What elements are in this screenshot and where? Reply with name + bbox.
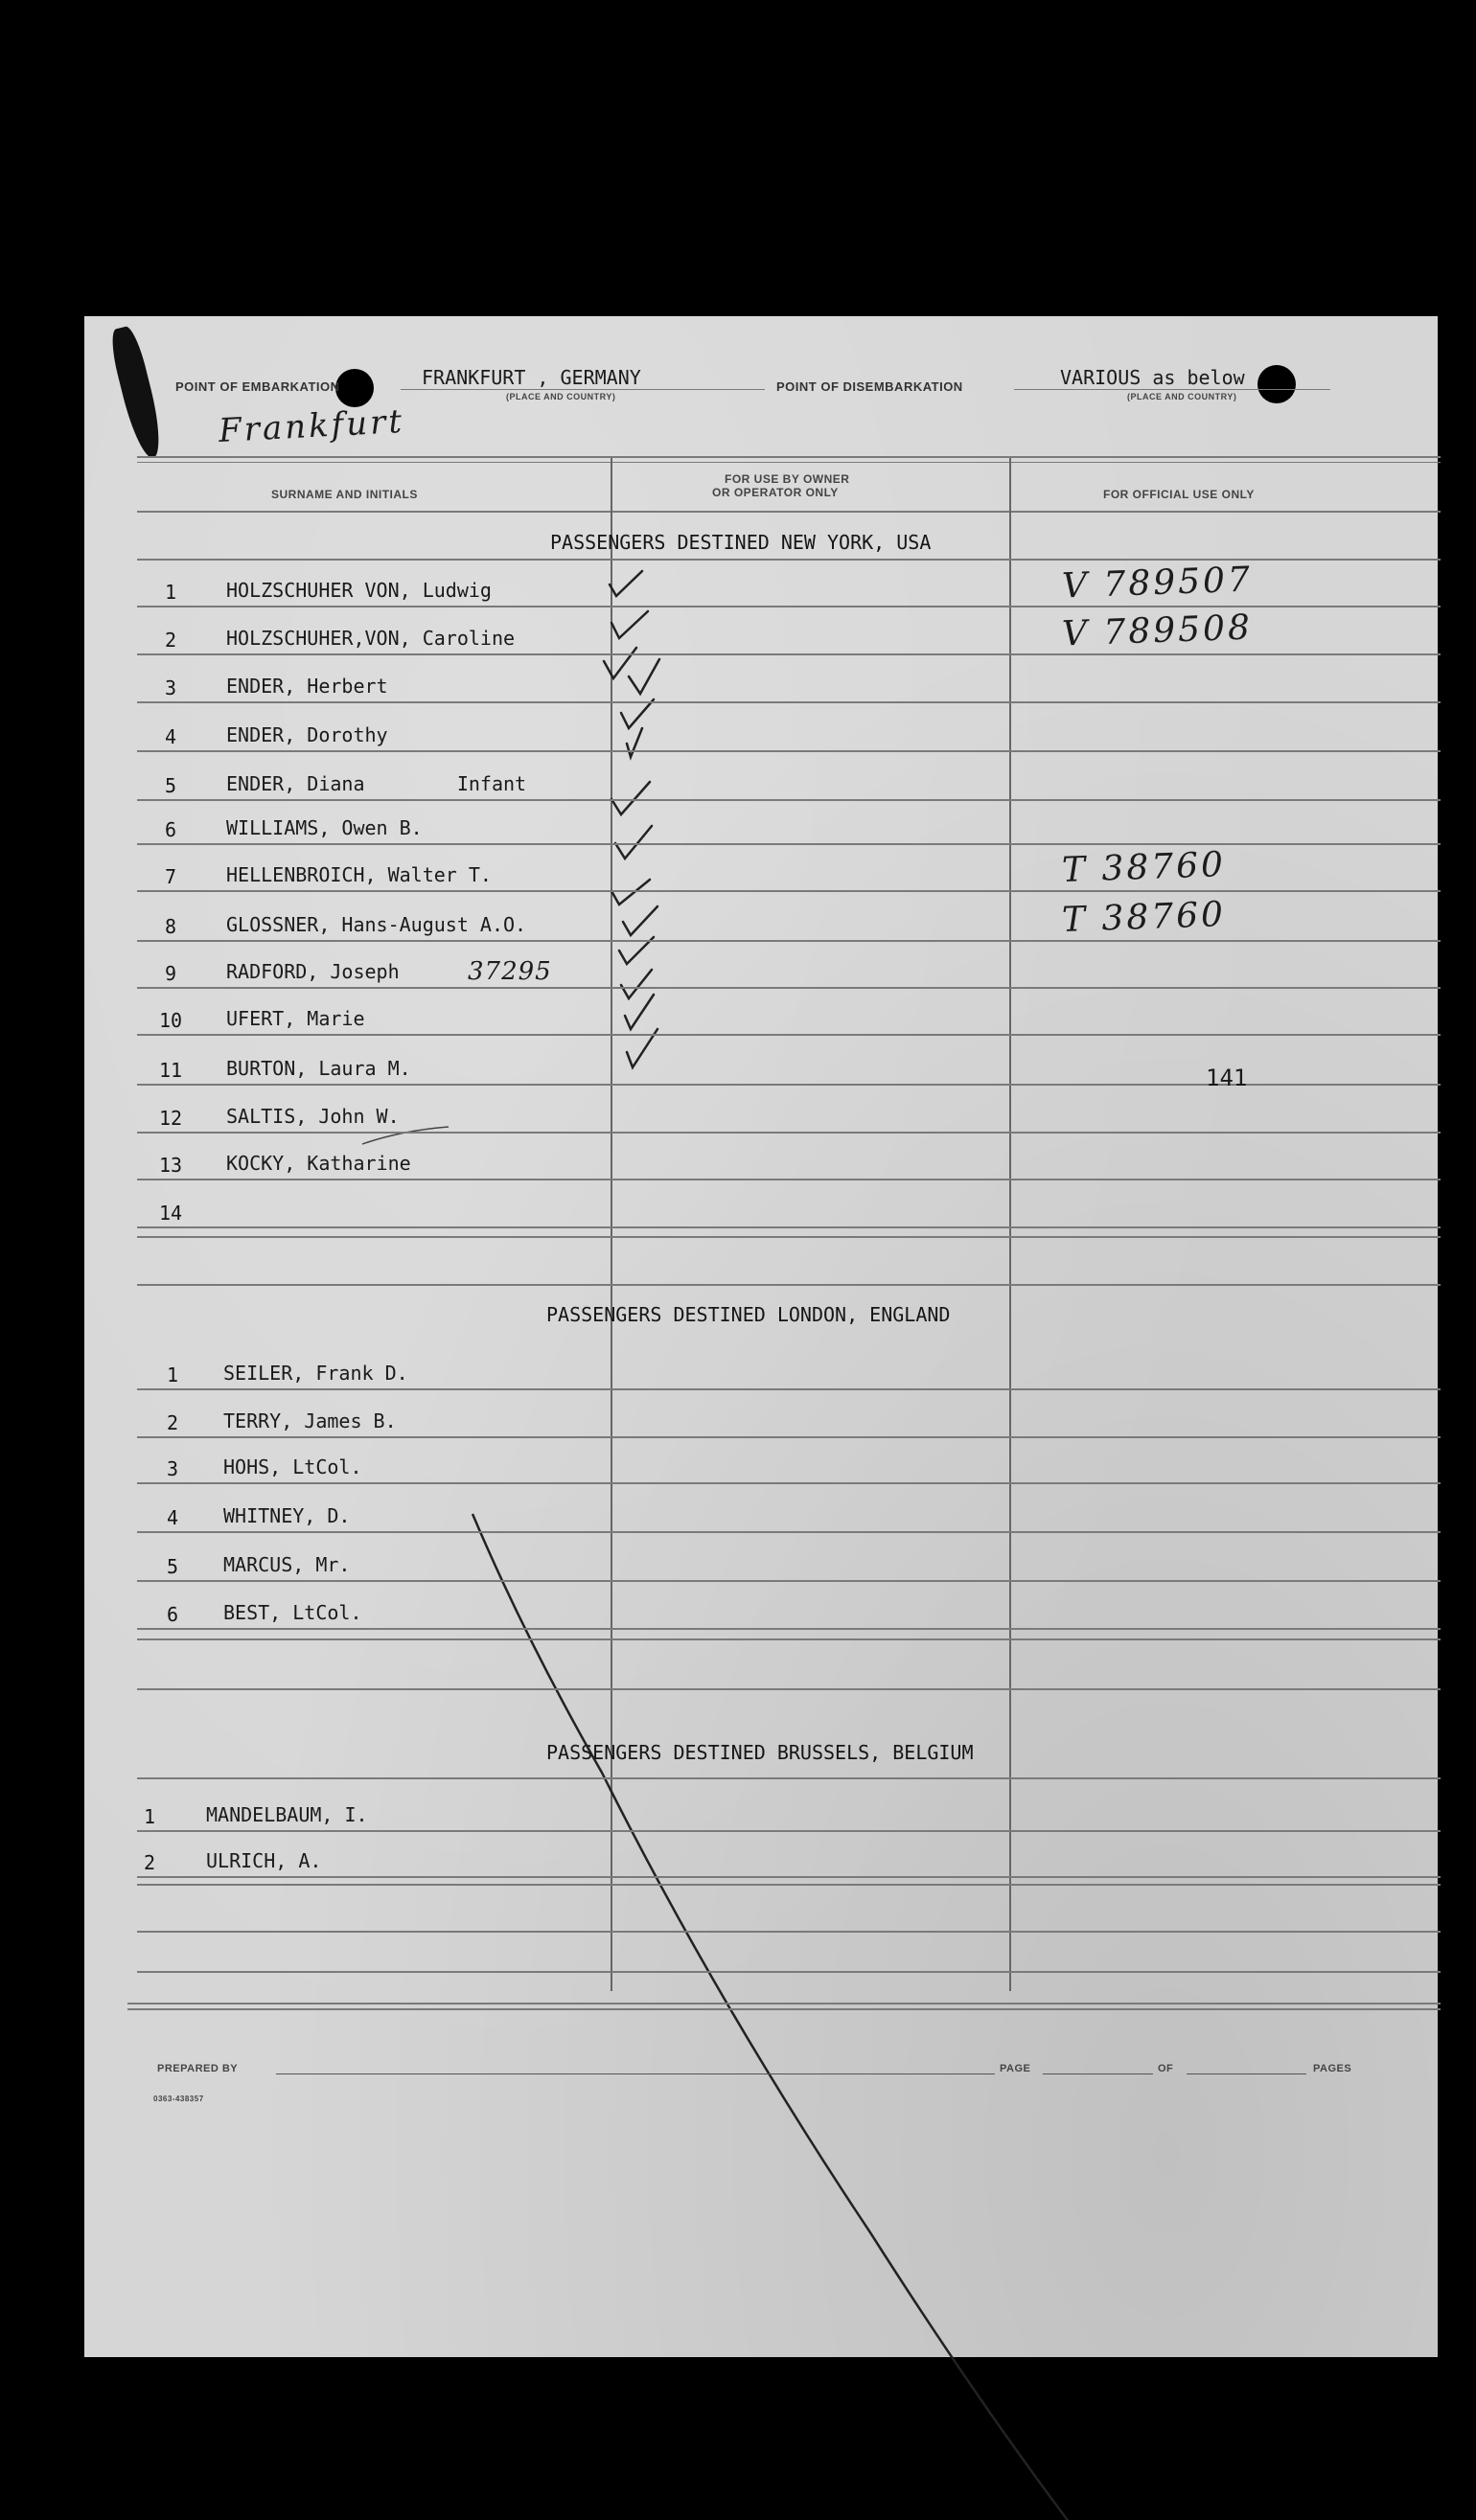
radford-handwritten-number: 37295 bbox=[468, 957, 552, 986]
row-number: 6 bbox=[164, 818, 177, 841]
passenger-name: MARCUS, Mr. bbox=[223, 1553, 351, 1576]
check-mark bbox=[629, 659, 659, 694]
row-number: 2 bbox=[143, 1851, 156, 1874]
check-mark bbox=[611, 880, 650, 905]
passenger-name: UFERT, Marie bbox=[226, 1007, 365, 1030]
official-use-entry: V 789507 bbox=[1061, 560, 1254, 607]
check-mark bbox=[611, 782, 650, 814]
row-number: 12 bbox=[158, 1107, 183, 1130]
footer-rule-1 bbox=[127, 2003, 1441, 2005]
row-number: 8 bbox=[164, 915, 177, 938]
passenger-name: WILLIAMS, Owen B. bbox=[226, 816, 423, 839]
row-number: 14 bbox=[158, 1202, 183, 1225]
row-rule bbox=[137, 1436, 1441, 1438]
disembarkation-sub: (PLACE AND COUNTRY) bbox=[1127, 392, 1237, 401]
row-number: 3 bbox=[164, 676, 177, 699]
passenger-name: GLOSSNER, Hans-August A.O. bbox=[226, 913, 527, 936]
row-rule bbox=[137, 1830, 1441, 1832]
section-title-brussels: PASSENGERS DESTINED BRUSSELS, BELGIUM bbox=[546, 1741, 974, 1764]
passenger-name: WHITNEY, D. bbox=[223, 1504, 351, 1527]
footer-rule-2 bbox=[127, 2008, 1441, 2010]
blank-row-rule bbox=[137, 1931, 1441, 1933]
row-rule bbox=[137, 653, 1441, 655]
row-number: 1 bbox=[143, 1805, 156, 1828]
official-column-header: FOR OFFICIAL USE ONLY bbox=[1103, 488, 1255, 501]
handwritten-city-note: Frankfurt bbox=[218, 401, 405, 451]
row-rule bbox=[137, 987, 1441, 989]
punch-hole-left bbox=[335, 369, 374, 407]
row-number: 6 bbox=[166, 1603, 179, 1626]
prepared-by-line bbox=[276, 2073, 995, 2074]
passenger-name: TERRY, James B. bbox=[223, 1409, 397, 1432]
row-number: 7 bbox=[164, 865, 177, 888]
row-number: 2 bbox=[164, 629, 177, 652]
form-code: 0363-438357 bbox=[153, 2095, 204, 2103]
passenger-name: ENDER, Dorothy bbox=[226, 723, 388, 746]
row-rule bbox=[137, 750, 1441, 752]
passenger-name: HOLZSCHUHER,VON, Caroline bbox=[226, 627, 516, 650]
blank-row-rule bbox=[137, 1236, 1441, 1238]
passenger-name: HOLZSCHUHER VON, Ludwig bbox=[226, 579, 492, 602]
embarkation-value: FRANKFURT , GERMANY bbox=[422, 366, 641, 389]
prepared-by-label: PREPARED BY bbox=[157, 2063, 239, 2074]
row-rule bbox=[137, 1482, 1441, 1484]
official-use-entry: V 789508 bbox=[1061, 607, 1254, 654]
embarkation-underline bbox=[401, 389, 765, 390]
check-mark bbox=[627, 728, 642, 757]
row-rule bbox=[137, 843, 1441, 845]
row-rule bbox=[137, 1179, 1441, 1180]
check-mark bbox=[611, 611, 648, 638]
blank-row-rule bbox=[137, 1638, 1441, 1640]
passenger-name: BURTON, Laura M. bbox=[226, 1057, 411, 1080]
row-number: 10 bbox=[158, 1009, 183, 1032]
passenger-name: RADFORD, Joseph bbox=[226, 960, 400, 983]
disembarkation-value: VARIOUS as below bbox=[1060, 366, 1245, 389]
blank-row-rule bbox=[137, 1688, 1441, 1690]
official-use-entry: T 38760 bbox=[1061, 845, 1227, 890]
check-mark bbox=[621, 699, 654, 728]
row-rule bbox=[137, 1580, 1441, 1582]
blank-row-rule bbox=[137, 1971, 1441, 1973]
passenger-name: MANDELBAUM, I. bbox=[206, 1803, 368, 1826]
disembarkation-label: POINT OF DISEMBARKATION bbox=[776, 379, 963, 394]
header-rule-bottom bbox=[137, 511, 1441, 513]
ink-smudge bbox=[107, 324, 168, 461]
page-line bbox=[1043, 2073, 1153, 2074]
row-rule bbox=[137, 890, 1441, 892]
check-mark bbox=[615, 826, 652, 859]
row-number: 5 bbox=[166, 1555, 179, 1578]
blank-row-rule bbox=[137, 1884, 1441, 1886]
row-rule bbox=[137, 1388, 1441, 1390]
row-rule bbox=[137, 1034, 1441, 1036]
header-rule-top-2 bbox=[137, 462, 1441, 463]
row-number: 4 bbox=[166, 1506, 179, 1529]
diagonal-strike-line bbox=[468, 1179, 1234, 2520]
passenger-name: ULRICH, A. bbox=[206, 1849, 322, 1872]
check-mark bbox=[604, 648, 636, 678]
row-rule bbox=[137, 799, 1441, 801]
check-mark bbox=[610, 571, 642, 596]
disembarkation-underline bbox=[1014, 389, 1330, 390]
check-mark bbox=[625, 995, 654, 1029]
row-number: 2 bbox=[166, 1411, 179, 1434]
passenger-name: SEILER, Frank D. bbox=[223, 1362, 408, 1385]
passenger-name: HOHS, LtCol. bbox=[223, 1455, 362, 1478]
row-number: 3 bbox=[166, 1457, 179, 1480]
row-rule bbox=[137, 606, 1441, 607]
passenger-name: KOCKY, Katharine bbox=[226, 1152, 411, 1175]
check-mark bbox=[623, 906, 657, 935]
passenger-name: ENDER, Diana Infant bbox=[226, 772, 527, 795]
pages-label: PAGES bbox=[1313, 2063, 1352, 2074]
row-number: 5 bbox=[164, 774, 177, 797]
passenger-name: BEST, LtCol. bbox=[223, 1601, 362, 1624]
row-number: 13 bbox=[158, 1154, 183, 1177]
of-label: OF bbox=[1158, 2063, 1174, 2074]
row-rule bbox=[137, 940, 1441, 942]
row-rule bbox=[137, 701, 1441, 703]
manifest-page bbox=[84, 316, 1438, 2357]
page-label: PAGE bbox=[1000, 2063, 1031, 2074]
header-rule-top bbox=[137, 456, 1441, 458]
official-use-entry: T 38760 bbox=[1061, 895, 1227, 940]
row-number: 1 bbox=[164, 581, 177, 604]
embarkation-sub: (PLACE AND COUNTRY) bbox=[506, 392, 616, 401]
blank-row-rule bbox=[137, 1777, 1441, 1779]
embarkation-label: POINT OF EMBARKATION bbox=[175, 379, 340, 394]
row-number: 11 bbox=[158, 1059, 183, 1082]
row-rule bbox=[137, 1132, 1441, 1134]
passenger-name: HELLENBROICH, Walter T. bbox=[226, 863, 492, 886]
section-title-london: PASSENGERS DESTINED LONDON, ENGLAND bbox=[546, 1303, 951, 1326]
row-rule bbox=[137, 1628, 1441, 1630]
row-number: 9 bbox=[164, 962, 177, 985]
owner-column-header-line2: OR OPERATOR ONLY bbox=[712, 486, 839, 499]
surname-column-header: SURNAME AND INITIALS bbox=[271, 488, 418, 501]
blank-row-rule bbox=[137, 1284, 1441, 1286]
row-rule bbox=[137, 1226, 1441, 1228]
row-number: 1 bbox=[166, 1363, 179, 1386]
owner-column-header-line1: FOR USE BY OWNER bbox=[725, 472, 850, 486]
passenger-name: SALTIS, John W. bbox=[226, 1105, 400, 1128]
row-rule bbox=[137, 1876, 1441, 1878]
official-use-entry: 141 bbox=[1206, 1065, 1248, 1091]
passenger-name: ENDER, Herbert bbox=[226, 675, 388, 698]
section-title-new-york: PASSENGERS DESTINED NEW YORK, USA bbox=[550, 531, 932, 554]
check-mark bbox=[621, 970, 652, 998]
row-rule bbox=[137, 1531, 1441, 1533]
row-number: 4 bbox=[164, 725, 177, 748]
of-line bbox=[1187, 2073, 1306, 2074]
punch-hole-right bbox=[1257, 365, 1296, 403]
